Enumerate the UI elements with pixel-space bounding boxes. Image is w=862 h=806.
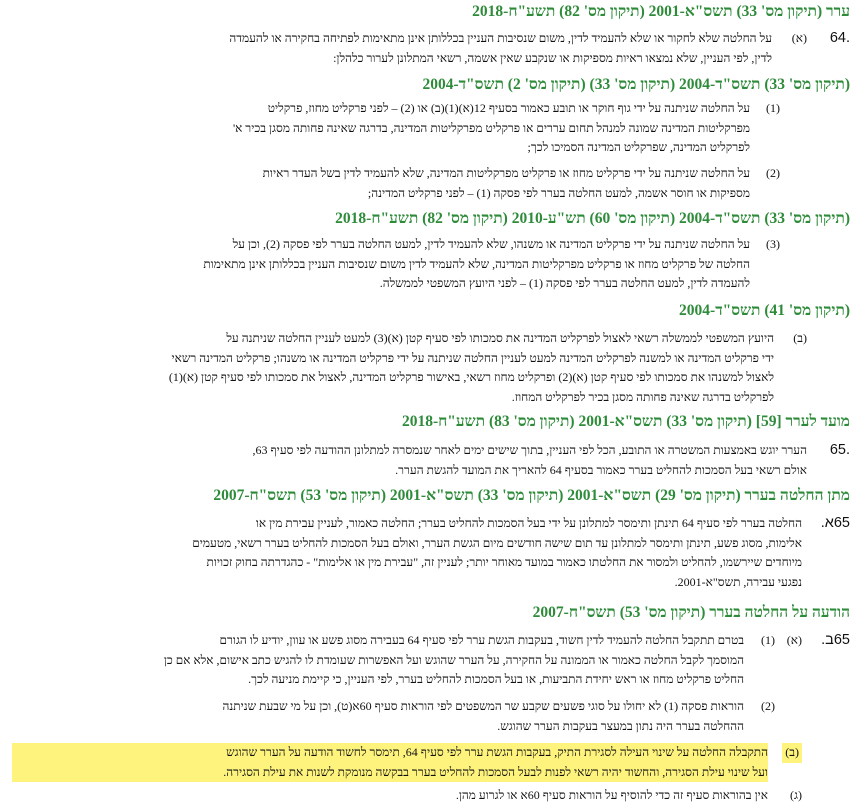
paragraph-65b-b-highlighted — [12, 743, 768, 782]
section-heading: (תיקון מס' 33) תשס"ד-2004 (תיקון מס' 60) תש"ע-2010 (תיקון מס' 82) תשע"ח-2018 — [335, 210, 850, 227]
text-line: החליט פרקליט מחוז או ראש יחידת התביעות, או בעל הסמכות להחליט בערר, לפי העניין, כי קיימת מניעה לכך. — [248, 672, 744, 686]
text-line: המוסמך לקבל החלטה כאמור או הממונה על החקירה, על הערר שהוגש ועל האפשרות שעומדת לו להגיש כתב אישום, אלא אם כן — [163, 652, 744, 667]
text-line: לפרקליט המדינה, שפרקליט המדינה הסמיכו לכך; — [527, 140, 750, 154]
section-number: 65א. — [820, 515, 850, 531]
text-line-highlighted: ועל שינוי עילת הסגירה, והחשוד יהיה רשאי לפנות לבעל הסמכות להחליט בערר בבקשה מנומקת לשנות את עילת הסגירה. — [12, 763, 768, 783]
text-line: נפגעי עבירה, תשס"א-2001. — [674, 574, 802, 589]
text-line: הערר יוגש באמצעות המשטרה או התובע, הכל לפי העניין, בתוך שישים ימים לאחר שנמסרה למתלונן ההודעה לפי סעיף 63, — [252, 443, 807, 457]
section-heading: מועד לערר [59] (תיקון מס' 33) תשס"א-2001 (תיקון מס' 83) תשע"ח-2018 — [401, 413, 850, 430]
text-line: להעמדה לדין, למעט החלטה בערר לפי פסקה (1) – לפני היועץ המשפטי לממשלה. — [379, 276, 750, 290]
clause-marker: (1) — [761, 633, 775, 647]
paragraph-65a — [12, 514, 802, 592]
text-line: החלטה של פרקליט מחוז או פרקליט מפרקליטות המדינה, שלא להעמיד לדין משום שנסיבות העניין בכללותן אינן מתאימות — [203, 256, 750, 271]
clause-marker: (1) — [766, 101, 780, 115]
clause-marker: (2) — [761, 699, 775, 713]
text-line: בטרם תתקבל החלטה להעמיד לדין חשוד, בעקבות הגשת ערר לפי סעיף 64 בעבירה מסוג פשע או עוון, יודיע לו הגורם — [219, 633, 744, 647]
section-number: .64 — [829, 30, 850, 46]
paragraph-64b — [12, 329, 774, 407]
section-heading: (תיקון מס' 41) תשס"ד-2004 — [679, 302, 850, 319]
paragraph-64a3 — [10, 235, 750, 294]
clause-marker: (ג) — [790, 788, 802, 802]
paragraph-65b-a1 — [12, 631, 744, 690]
text-line: על החלטה שניתנה על ידי פרקליט מחוז או פרקליט מפרקליטות המדינה, שלא להעמיד לדין בשל העדר ראיות — [262, 166, 750, 180]
paragraph-65b-a2 — [12, 697, 744, 736]
section-heading: (תיקון מס' 33) תשס"ד-2004 (תיקון מס' 33) (תיקון מס' 2) תשס"ד-2004 — [422, 76, 850, 93]
paragraph-65 — [12, 441, 807, 480]
text-line: החלטה בערר לפי סעיף 64 תינתן ותימסר למתלונן על ידי בעל הסמכות להחליט בערר; החלטה כאמור, לעניין עבירת מין או — [255, 516, 802, 530]
clause-marker: (2) — [766, 166, 780, 180]
text-line: מיוחדים שיירשמו, להחליט ולמסור את החלטתו כאמור במועד מאוחר יותר; לעניין זה, "עבירת מין או אלימות" - כהגדרתה בחוק זכויות — [206, 555, 802, 569]
paragraph-64a — [12, 29, 772, 68]
paragraph-64a1 — [10, 99, 750, 158]
text-line: על החלטה שלא לחקור או שלא להעמיד לדין, משום שנסיבות העניין בכללותן אינן מתאימות לפתיחה בחקירה או להעמדה — [229, 31, 772, 45]
clause-marker: (3) — [766, 237, 780, 251]
text-line: לפרקליט בדרגה שאינה פחותה מסגן בכיר לפרקליט המחוז. — [511, 389, 774, 404]
text-line: היועץ המשפטי לממשלה רשאי לאצול לפרקליט המדינה את סמכותו לפי סעיף קטן (א)(3) למעט לעניין החלטה שניתנה על — [226, 331, 774, 345]
text-line-highlighted: התקבלה החלטה על שינוי העילה לסגירת התיק, בעקבות הגשת ערר לפי סעיף 64, תימסר לחשוד הודעה על הערר שהוגש — [12, 743, 768, 763]
clause-marker: (א) — [786, 633, 802, 647]
section-heading: מתן החלטה בערר (תיקון מס' 29) תשס"א-2001 (תיקון מס' 33) תשס"א-2001 (תיקון מס' 53) תשס"ח-2007 — [213, 487, 850, 504]
paragraph-65b-g — [12, 786, 768, 806]
text-line: אולם רשאי בעל הסמכות להחליט בערר כאמור בסעיף 64 להאריך את המועד להגשת הערר. — [395, 462, 807, 477]
text-line: מפרקליטות המדינה שמונה למנהל תחום עררים או פרקליט מפרקליטות המדינה, בדרגה שאינה פחותה מסגן בכיר א' — [232, 120, 750, 135]
section-number: .65 — [829, 442, 850, 458]
section-heading: הודעה על החלטה בערר (תיקון מס' 53) תשס"ח-2007 — [532, 604, 850, 621]
section-heading: ערר (תיקון מס' 33) תשס"א-2001 (תיקון מס' 82) תשע"ח-2018 — [472, 3, 850, 20]
text-line: אלימות, מסוג פשע, תינתן ותימסר למתלונן עד תום שישה חודשים מיום הגשת הערר, ואולם בעל הסמכות להחליט בערר רשאי, מטעמים — [192, 535, 802, 550]
section-number: 65ב. — [821, 632, 850, 648]
text-line: לדין, לפי העניין, שלא נמצאו ראיות מספיקות או שנקבע שאין אשמה, רשאי המתלונן לערור כלהלן: — [333, 50, 772, 65]
text-line: אין בהוראות סעיף זה כדי להוסיף על הוראות סעיף 60א או לגרוע מהן. — [455, 788, 768, 802]
text-line: על החלטה שניתנה על ידי פרקליט המדינה או משנהו, שלא להעמיד לדין, למעט החלטה בערר לפי פסקה (2), וכן על — [232, 237, 750, 251]
clause-marker-text: (ב) — [782, 743, 802, 763]
paragraph-64a2 — [10, 164, 750, 203]
text-line: על החלטה שניתנה על ידי גוף חוקר או תובע כאמור בסעיף 12(א)(1)(ב) או (2) – לפני פרקליט מחוז, פרקליט — [267, 101, 750, 115]
clause-marker: (ב) — [793, 331, 807, 345]
clause-marker — [782, 743, 802, 763]
clause-marker: (א) — [791, 31, 807, 45]
text-line: ידי פרקליט המדינה או למשנה לפרקליט המדינה למעט לעניין החלטה שניתנה על ידי פרקליט המדינה או משנהו; פרקליט המדינה רשאי — [171, 350, 774, 365]
text-line: ההחלטה בערר היה נתון במעצר בעקבות הערר שהוגש. — [497, 718, 744, 733]
text-line: לאצול למשנהו את סמכותו לפי סעיף קטן (א)(2) ופרקליט מחוז רשאי, באישור פרקליט המדינה, לאצול את סמכותו לפי סעיף קטן (א)(1) — [168, 370, 774, 384]
text-line: הוראות פסקה (1) לא יחולו על סוגי פשעים שקבע שר המשפטים לפי הוראות סעיף 60א(ט), וכן על מי שבעת שניתנה — [222, 699, 744, 713]
text-line: מספיקות או חוסר אשמה, למעט החלטה בערר לפי פסקה (1) – לפני פרקליט המדינה; — [367, 185, 750, 200]
